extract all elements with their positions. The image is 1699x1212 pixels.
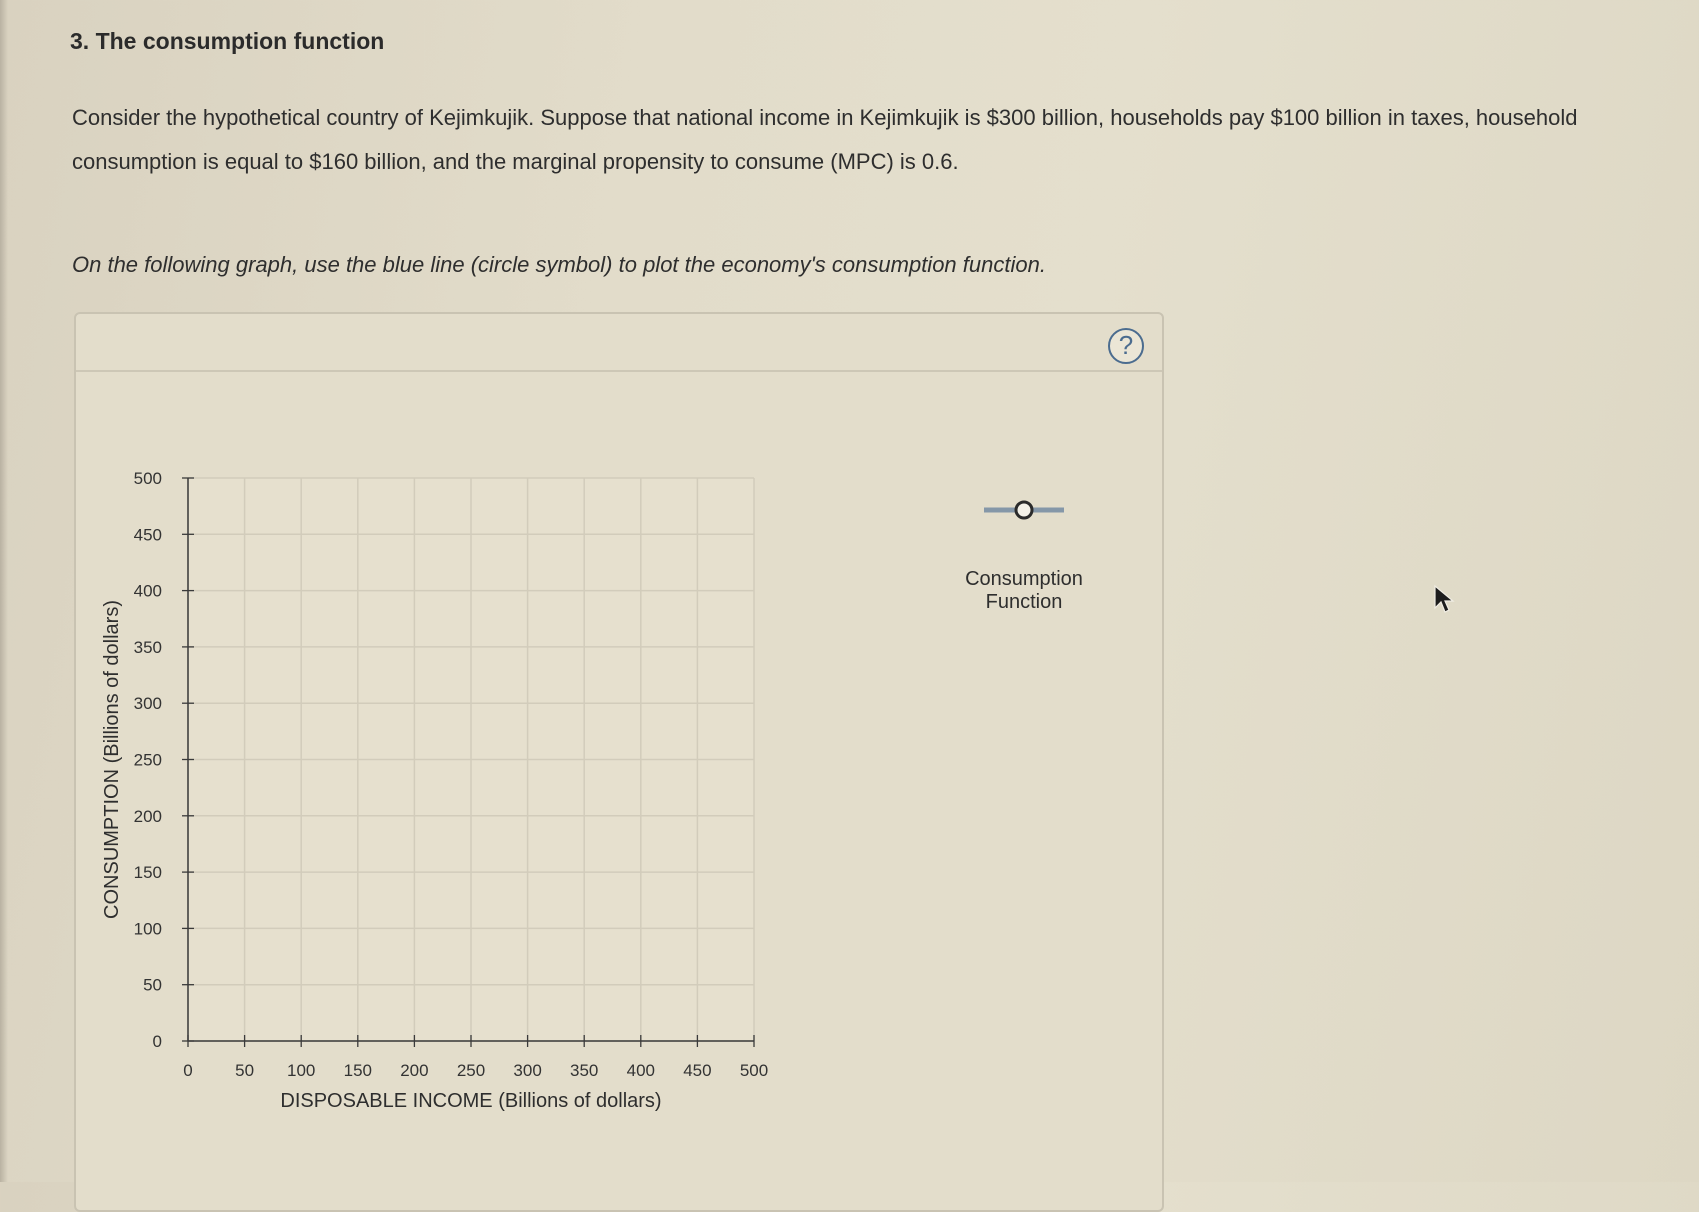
consumption-graph[interactable] [76, 314, 1162, 1210]
y-tick-label: 0 [152, 1032, 162, 1051]
circle-marker-icon[interactable] [924, 494, 1124, 534]
y-tick-label: 100 [133, 919, 162, 939]
x-tick-label: 200 [400, 1061, 429, 1080]
y-tick-labels [134, 469, 162, 1051]
y-axis-label: CONSUMPTION (Billions of dollars) [101, 600, 123, 919]
mouse-pointer-icon [1432, 584, 1456, 614]
y-tick-label: 150 [133, 863, 162, 883]
y-tick-label: 400 [133, 581, 162, 601]
consumption-function-tool[interactable] [924, 494, 1124, 613]
x-tick-label: 300 [513, 1061, 542, 1080]
y-tick-label: 300 [133, 694, 162, 714]
x-tick-label: 400 [626, 1061, 655, 1080]
x-tick-label: 50 [235, 1061, 255, 1080]
x-tick-label: 250 [456, 1061, 486, 1080]
question-text: Consider the hypothetical country of Kejimkujik. Suppose that national income in Kejimkujik is $300 billion, households pay $100 billion in taxes, household consumption is equal to $160 billion, and the marginal propensity to consume (MPC) is 0.6. [72, 105, 1578, 174]
question-title: 3. The consumption function [70, 28, 385, 54]
x-tick-label: 350 [570, 1061, 599, 1080]
y-tick-label: 250 [133, 750, 162, 770]
y-tick-label: 450 [133, 525, 162, 545]
x-axis-label: DISPOSABLE INCOME (Billions of dollars) [280, 1090, 662, 1112]
x-tick-labels [183, 1061, 768, 1080]
x-tick-label: 150 [343, 1061, 372, 1080]
y-tick-label: 350 [133, 637, 162, 657]
screen-edge-shadow [0, 0, 8, 1182]
x-tick-label: 450 [683, 1061, 712, 1080]
y-tick-label: 200 [133, 806, 162, 826]
x-tick-label: 0 [183, 1061, 193, 1080]
x-tick-label: 100 [287, 1061, 316, 1080]
help-icon: ? [1118, 330, 1134, 360]
graph-panel [74, 312, 1164, 1212]
x-tick-label: 500 [739, 1061, 769, 1080]
y-tick-label: 500 [133, 469, 162, 488]
y-tick-label: 50 [143, 975, 162, 995]
consumption-function-label: Consumption Function [965, 568, 1083, 613]
graph-instruction: On the following graph, use the blue line (circle symbol) to plot the economy's consumption function. [72, 252, 1046, 277]
